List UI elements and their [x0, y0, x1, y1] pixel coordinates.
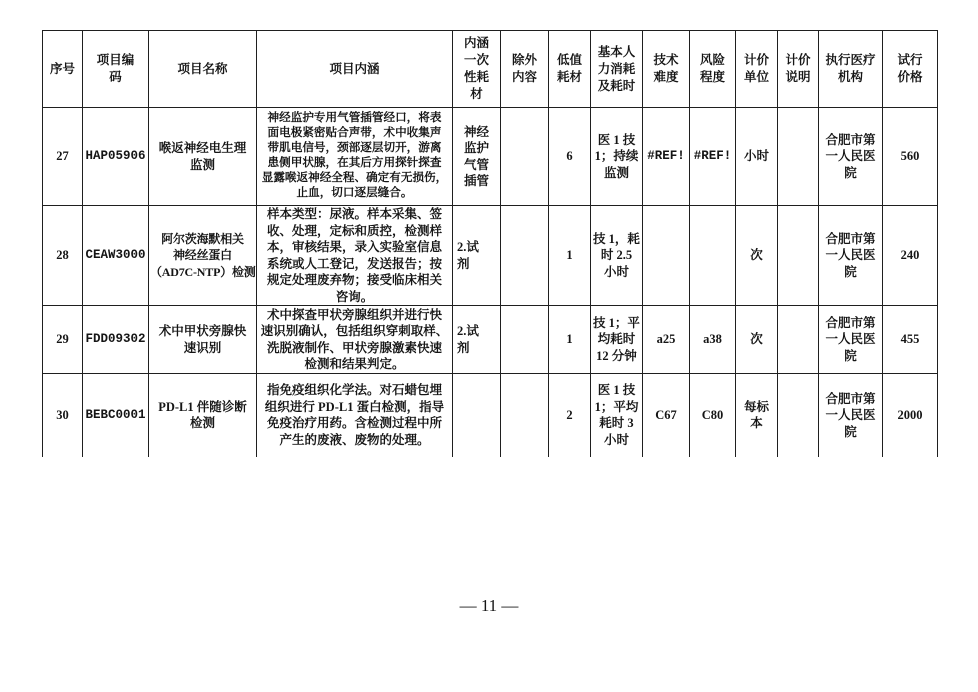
cell-excluded-content: [501, 306, 549, 374]
cell-institution: 合肥市第 一人民医 院: [819, 108, 883, 206]
cell-index: 27: [43, 108, 83, 206]
cell-index: 28: [43, 206, 83, 306]
table-row: [43, 306, 938, 374]
cell-excluded-content: [501, 206, 549, 306]
cell-technical-difficulty: a25: [643, 306, 690, 374]
cell-technical-difficulty: #REF!: [643, 108, 690, 206]
cell-low-value-consumables: 1: [549, 306, 591, 374]
header-excluded-content: 除外 内容: [501, 31, 549, 108]
cell-project-name: PD-L1 伴随诊断 检测: [149, 374, 257, 457]
cell-project-name: 术中甲状旁腺快 速识别: [149, 306, 257, 374]
cell-low-value-consumables: 6: [549, 108, 591, 206]
cell-project-content: 样本类型：尿液。样本采集、签 收、处理，定标和质控，检测样 本，审核结果，录入实验室信息 系统或人工登记，发送报告；按 规定处理废弃物；接受临床相关 咨询。: [257, 206, 453, 306]
cell-pricing-unit: 每标 本: [736, 374, 778, 457]
cell-project-content: 指免疫组织化学法。对石蜡包埋 组织进行 PD-L1 蛋白检测，指导 免疫治疗用药。含检测过程中所 产生的废液、废物的处理。: [257, 374, 453, 457]
cell-index: 29: [43, 306, 83, 374]
cell-project-content: 术中探查甲状旁腺组织并进行快 速识别确认，包括组织穿刺取样、 洗脱液制作、甲状旁腺激素快速 检测和结果判定。: [257, 306, 453, 374]
cell-excluded-content: [501, 374, 549, 457]
price-items-table: [42, 30, 938, 457]
cell-included-consumables: [453, 374, 501, 457]
cell-project-code: FDD09302: [83, 306, 149, 374]
cell-included-consumables: 2.试 剂: [453, 206, 501, 306]
header-included-consumables: 内涵 一次 性耗 材: [453, 31, 501, 108]
cell-project-code: CEAW3000: [83, 206, 149, 306]
cell-low-value-consumables: 1: [549, 206, 591, 306]
cell-low-value-consumables: 2: [549, 374, 591, 457]
cell-project-content: 神经监护专用气管插管经口，将表 面电极紧密贴合声带，术中收集声 带肌电信号，颈部逐层切开，游离 患侧甲状腺，在其后方用探针探查 显露喉返神经全程、确定有无损伤， 止血，切口逐层缝合。: [257, 108, 453, 206]
cell-included-consumables: 2.试 剂: [453, 306, 501, 374]
cell-pricing-unit: 小时: [736, 108, 778, 206]
header-project-code: 项目编 码: [83, 31, 149, 108]
header-pricing-note: 计价 说明: [778, 31, 819, 108]
cell-technical-difficulty: C67: [643, 374, 690, 457]
cell-labor-and-time: 医 1 技 1；持续 监测: [591, 108, 643, 206]
header-index: 序号: [43, 31, 83, 108]
header-project-content: 项目内涵: [257, 31, 453, 108]
header-risk-level: 风险 程度: [690, 31, 736, 108]
cell-pricing-unit: 次: [736, 306, 778, 374]
header-trial-price: 试行 价格: [883, 31, 938, 108]
header-low-value-consumables: 低值 耗材: [549, 31, 591, 108]
cell-risk-level: #REF!: [690, 108, 736, 206]
cell-risk-level: a38: [690, 306, 736, 374]
cell-pricing-note: [778, 108, 819, 206]
cell-labor-and-time: 技 1；平 均耗时 12 分钟: [591, 306, 643, 374]
cell-project-code: HAP05906: [83, 108, 149, 206]
header-institution: 执行医疗 机构: [819, 31, 883, 108]
cell-risk-level: [690, 206, 736, 306]
cell-institution: 合肥市第 一人民医 院: [819, 206, 883, 306]
cell-labor-and-time: 医 1 技 1；平均 耗时 3 小时: [591, 374, 643, 457]
header-project-name: 项目名称: [149, 31, 257, 108]
cell-pricing-unit: 次: [736, 206, 778, 306]
cell-project-name: 阿尔茨海默相关 神经丝蛋白 （AD7C-NTP）检测: [149, 206, 257, 306]
cell-pricing-note: [778, 206, 819, 306]
table-row: [43, 108, 938, 206]
cell-excluded-content: [501, 108, 549, 206]
cell-trial-price: 455: [883, 306, 938, 374]
cell-trial-price: 2000: [883, 374, 938, 457]
cell-trial-price: 240: [883, 206, 938, 306]
header-labor-and-time: 基本人 力消耗 及耗时: [591, 31, 643, 108]
cell-included-consumables: 神经 监护 气管 插管: [453, 108, 501, 206]
cell-pricing-note: [778, 374, 819, 457]
table-row: [43, 374, 938, 457]
cell-index: 30: [43, 374, 83, 457]
cell-project-code: BEBC0001: [83, 374, 149, 457]
cell-technical-difficulty: [643, 206, 690, 306]
cell-labor-and-time: 技 1，耗 时 2.5 小时: [591, 206, 643, 306]
header-pricing-unit: 计价 单位: [736, 31, 778, 108]
cell-trial-price: 560: [883, 108, 938, 206]
cell-institution: 合肥市第 一人民医 院: [819, 374, 883, 457]
cell-risk-level: C80: [690, 374, 736, 457]
header-row: [43, 31, 938, 108]
cell-pricing-note: [778, 306, 819, 374]
page-number: — 11 —: [459, 596, 519, 615]
header-technical-difficulty: 技术 难度: [643, 31, 690, 108]
cell-project-name: 喉返神经电生理 监测: [149, 108, 257, 206]
table-row: [43, 206, 938, 306]
cell-institution: 合肥市第 一人民医 院: [819, 306, 883, 374]
